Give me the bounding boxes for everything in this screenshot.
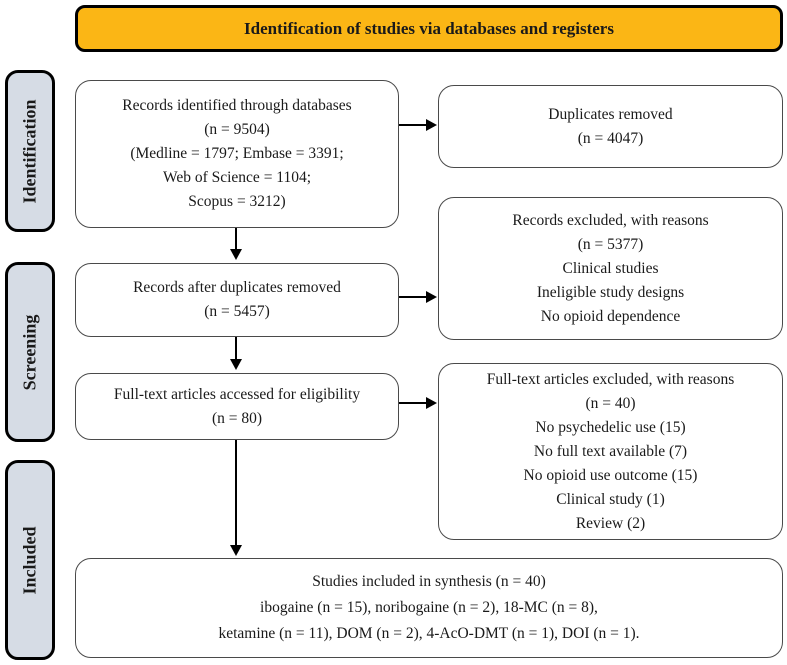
box-line: No opioid dependence	[540, 307, 681, 325]
arrow-head-icon	[426, 397, 437, 409]
box-line: (Medline = 1797; Embase = 3391;	[130, 145, 344, 162]
arrow-line	[399, 402, 427, 404]
box-line: Duplicates removed	[548, 105, 673, 123]
stage-screening-label: Screening	[19, 314, 40, 390]
arrow-head-icon	[230, 545, 242, 556]
arrow-line	[235, 440, 237, 546]
box-line: Clinical study (1)	[556, 490, 665, 508]
box-line: (n = 80)	[211, 409, 263, 427]
box-duplicates-removed	[438, 85, 783, 168]
diagram-title: Identification of studies via databases and registers	[244, 18, 614, 38]
box-line: Full-text articles accessed for eligibility	[113, 385, 361, 403]
box-line: Ineligible study designs	[536, 283, 685, 301]
arrow-line	[399, 296, 427, 298]
box-line: (n = 40)	[585, 394, 636, 412]
stage-identification-label: Identification	[19, 98, 40, 204]
box-line: Clinical studies	[562, 259, 659, 277]
box-line: Records identified through databases	[122, 97, 352, 114]
stage-included	[5, 460, 55, 660]
box-line: ibogaine (n = 15), noribogaine (n = 2), 18-MC (n = 8),	[260, 599, 598, 616]
arrow-head-icon	[426, 119, 437, 131]
box-fulltext-excluded	[438, 363, 783, 540]
arrow-line	[399, 124, 427, 126]
arrow-head-icon	[230, 249, 242, 260]
arrow-line	[235, 228, 237, 250]
stage-included-label: Included	[19, 525, 40, 595]
box-line: (n = 5377)	[577, 235, 644, 253]
box-records-after-duplicates	[75, 263, 399, 337]
box-studies-included	[75, 558, 783, 658]
box-line: No full text available (7)	[533, 442, 688, 460]
diagram-title-banner	[75, 5, 783, 52]
arrow-line	[235, 337, 237, 360]
box-line: Web of Science = 1104;	[162, 169, 312, 186]
box-line: (n = 9504)	[204, 121, 270, 138]
box-line: Review (2)	[575, 514, 646, 532]
box-records-identified	[75, 80, 399, 228]
arrow-head-icon	[426, 291, 437, 303]
box-line: Records excluded, with reasons	[512, 211, 709, 229]
box-fulltext-accessed	[75, 373, 399, 440]
box-line: Scopus = 3212)	[188, 193, 286, 210]
box-line: ketamine (n = 11), DOM (n = 2), 4-AcO-DMT (n = 1), DOI (n = 1).	[218, 625, 640, 642]
stage-screening	[5, 262, 55, 442]
box-line: Full-text articles excluded, with reasons	[486, 370, 735, 388]
box-line: No opioid use outcome (15)	[523, 466, 698, 484]
box-line: (n = 5457)	[204, 303, 270, 320]
arrow-head-icon	[230, 359, 242, 370]
box-line: (n = 4047)	[577, 129, 644, 147]
box-records-excluded	[438, 197, 783, 340]
box-line: Records after duplicates removed	[133, 279, 341, 296]
box-line: No psychedelic use (15)	[535, 418, 686, 436]
box-line: Studies included in synthesis (n = 40)	[312, 573, 546, 590]
stage-identification	[5, 70, 55, 232]
